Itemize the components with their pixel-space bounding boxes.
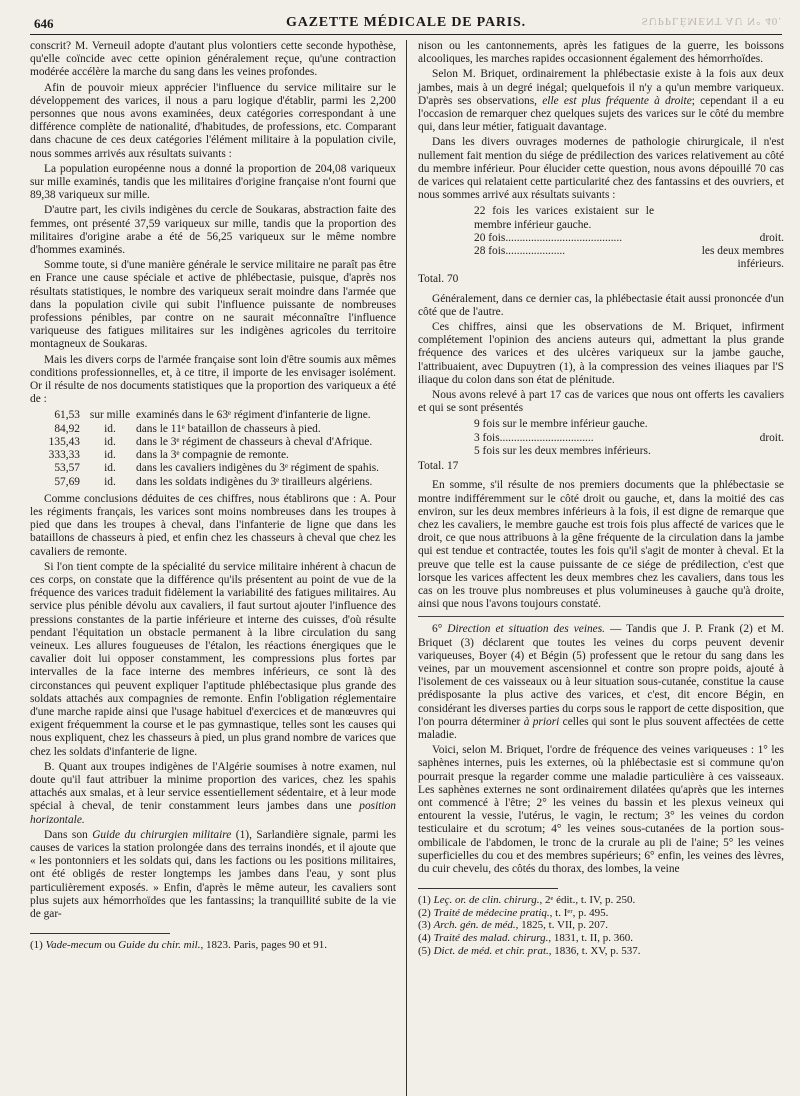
count-row [474, 232, 784, 245]
stat-unit: id. [104, 422, 116, 435]
stat-row [30, 462, 396, 475]
count-row [474, 245, 784, 271]
stat-description: examinés dans le 63ᵉ régiment d'infanterie de ligne. [136, 409, 371, 422]
paragraph [418, 68, 784, 134]
footnote-text: , 1825, t. VII, p. 207. [515, 919, 609, 932]
footnote-number: (4) [418, 931, 434, 944]
paragraph-text: Dans son [44, 828, 93, 841]
footnote-text: , 2ᵉ édit., t. IV, p. 250. [539, 894, 636, 907]
footnote-title: Guide du chir. mil. [118, 939, 201, 952]
page-number: 646 [34, 16, 54, 31]
paragraph: Comme conclusions déduites de ces chiffres, nous établirons que : A. Pour les régiments français, les varices sont moins nombreuses dans les troupes à pied que dans les troupes à cheval, dans l'infanterie de ligne que dans les bataillons de chasseurs à pied, et enfin chez les chasseurs à cheval que chez les cavaliers de remonte. [30, 492, 396, 558]
stat-value: 84,92 [54, 422, 80, 435]
footnote [30, 939, 396, 952]
footnote-number: (5) [418, 944, 434, 957]
footnote-title: Arch. gén. de méd. [433, 919, 516, 932]
stat-description: dans le 11ᵉ bataillon de chasseurs à pied. [136, 422, 321, 435]
count-row [474, 418, 784, 431]
paragraph: D'autre part, les civils indigènes du cercle de Soukaras, abstraction faite des femmes, ont présenté 37,59 variqueux sur mille, tandis que la proportion des militaires d'origine arabe a été de 56,25 variqueux sur le même nombre d'hommes examinés. [30, 204, 396, 257]
count-text: 22 fois les varices existaient sur le membre inférieur gauche. [474, 205, 654, 231]
paragraph: En somme, s'il résulte de nos premiers documents que la phlébectasie se montre indifféremment sur le côté droit ou gauche, et, dans la moitié des cas environ, sur les deux membres inférieurs à la fois, il est digne de remarque que chez les cavaliers, le membre gauche est trois fois plus affecté de varices que le droit, ce que nous attribuons à la gêne fréquente de la circulation dans la jambe qui est tendue et contractée, toutes les fois qu'il s'agit de monter à cheval. Et la preuve que telle est la cause puissante de ce siége de prédilection, c'est que lorsque les varices affectent les deux membres chez les cavaliers, dans tous les cas on les trouve plus nombreuses et plus volumineuses à gauche qu'à droite, ainsi que nous l'avons toujours constaté. [418, 479, 784, 611]
count-row [474, 205, 784, 231]
emphasis: elle est plus fréquente à droite [542, 94, 692, 107]
footnote [418, 907, 784, 920]
footnote-text: ou [101, 939, 119, 952]
count-side: droit. [759, 231, 784, 244]
footnote-number: (2) [418, 906, 434, 919]
paragraph: Ces chiffres, ainsi que les observations de M. Briquet, infirment complétement l'opinion des anciens auteurs qui, admettant la plus grande fréquence des varices et des ulcères variqueux sur la jambe gauche, l'attribuaient, avec Dupuytren (1), à la compression des veines iliaques par l'S iliaque du colon dans son état de plénitude. [418, 321, 784, 386]
paragraph: Voici, selon M. Briquet, l'ordre de fréquence des veines variqueuses : 1° les saphènes internes, puis les externes, où la phlébectasie est si commune qu'on pourrait presque la regarder comme une maladie particulière à ces vaisseaux. Les saphènes externes ne sont ordinairement dilatées qu'après que les internes ont commencé à l'être; 2° les veines du bassin et les plexus veineux qui entourent la vessie, l'utérus, le vagin, le rectum; 3° les veines du cordon testiculaire et du scrotum; 4° les veines sous-cutanées de la portion sous-ombilicale de l'abdomen, le tronc de la crurale au pli de l'aine; 5° les veines superficielles du cou et des membres supérieurs; 6° enfin, les veines des lèvres, du cuir chevelu, des côtés du thorax, des lombes, la veine [418, 744, 784, 875]
footnote [418, 919, 784, 932]
count-text: 3 fois................................. [474, 431, 594, 444]
footnote-text: , 1836, t. XV, p. 537. [548, 944, 641, 957]
stat-value: 61,53 [54, 409, 80, 422]
journal-title: GAZETTE MÉDICALE DE PARIS. [286, 15, 526, 30]
stat-description: dans les cavaliers indigènes du 3ᵉ régiment de spahis. [136, 462, 380, 475]
count-row [474, 445, 784, 458]
stat-value: 333,33 [48, 449, 80, 462]
count-side [654, 205, 784, 231]
paragraph-text: celles qui sont le plus souvent affectées de cette maladie. [418, 715, 784, 741]
count-text: 20 fois......................................... [474, 231, 623, 244]
count-text: 9 fois sur le membre inférieur gauche. [474, 418, 648, 431]
paragraph-text: — Tandis que J. P. Frank (2) et M. Briquet (3) déclarent que toutes les veines du corps peuvent devenir variqueuses, Boyer (4) et Bégin (5) professent que le retour du sang dans les veines, par un mouvement ascensionnel et contre son propre poids, ajouté à l'isolement de ces vaisseaux ou à leur situation sous-cutanée, constitue la cause prédisposante la plus active des varices, et c'est, dit encore Bégin, en considérant les diverses parties du corps sous le rapport de cette disposition, que l'on pourra déterminer [418, 623, 784, 728]
paragraph: Somme toute, si d'une manière générale le service militaire ne paraît pas être en France une cause spéciale et active de phlébectasie, puisque, d'après nos résultats statistiques, le nombre des variqueux serait moindre dans l'armée que dans la population civile qui subit l'influence puissante de nombreuses professions pénibles, par contre on ne saurait méconnaître l'influence variqueuse des fatigues militaires sur les indigènes agricoles du territoire montagneux de Soukaras. [30, 259, 396, 351]
paragraph: Afin de pouvoir mieux apprécier l'influence du service militaire sur le développement des varices, il nous a paru logique d'établir, parmi les 2,200 personnes que nous avons examinées, deux catégories correspondant à une différence complète de nationalité, d'habitudes, de professions, etc. Comparant dans chacune de ces deux catégories l'élément militaire à la population civile, nous sommes arrivés aux résultats suivants : [30, 81, 396, 160]
footnote-text: , 1823. Paris, pages 90 et 91. [200, 939, 327, 952]
paragraph-text: 6° [432, 623, 448, 636]
paragraph: La population européenne nous a donné la proportion de 204,08 variqueux sur mille examinés, tandis que les militaires d'origine française n'ont fourni que 89,38 variqueux sur mille. [30, 162, 396, 202]
section-heading: Direction et situation des veines. [447, 623, 606, 636]
running-header [30, 12, 782, 35]
stat-row [30, 423, 396, 436]
stat-unit: id. [104, 475, 116, 488]
total-line: Total. 17 [418, 460, 459, 473]
footnote [418, 945, 784, 958]
footnote-title: Leç. or. de clin. chirurg. [433, 894, 540, 907]
stat-value: 53,57 [54, 462, 80, 475]
case-counts [418, 205, 784, 271]
paragraph [418, 623, 784, 742]
stat-unit: id. [104, 449, 116, 462]
footnote-title: Dict. de méd. et chir. prat. [433, 944, 549, 957]
paragraph [30, 761, 396, 827]
paragraph: nison ou les cantonnements, après les fatigues de la guerre, les boissons alcooliques, les marches rapides occasionnent également des hémorrhoïdes. [418, 40, 784, 66]
footnote-number: (1) [418, 894, 434, 907]
total-line: Total. 70 [418, 273, 459, 286]
stat-unit: id. [104, 462, 116, 475]
stat-description: dans les soldats indigènes du 3ᵉ tirailleurs algériens. [136, 475, 373, 488]
text-columns [30, 40, 784, 1096]
paragraph-text: (1), Sarlandière signale, parmi les causes de varices la station prolongée dans des terrains inondés, et il ajoute que « les pontonniers et les soldats qui, dans les factions ou les positions militaires, ont été obligés de rester longtemps les jambes dans l'eau, y sont plus particulièrement exposés. » Enfin, d'après le même auteur, les cavaliers sont plus sujets aux hémorrhoïdes que les fantassins; la tranquillité subite de la vie de gar- [30, 828, 396, 920]
count-text: 5 fois sur les deux membres inférieurs. [474, 444, 651, 457]
paragraph: Nous avons relevé à part 17 cas de varices que nous ont offerts les cavaliers et qui se sont présentés [418, 389, 784, 415]
paragraph: Mais les divers corps de l'armée française sont loin d'être soumis aux mêmes conditions professionnelles, et, à ce titre, il importe de les envisager isolément. Or il résulte de nos documents statistiques que la proportion des variqueux a été de : [30, 353, 396, 406]
paragraph: Généralement, dans ce dernier cas, la phlébectasie était aussi prononcée d'un côté que de l'autre. [418, 292, 784, 318]
footnote-divider [30, 933, 170, 934]
showthrough-text: SUPPLÉMENT AU N° 40. [641, 15, 782, 27]
emphasis: à priori [523, 715, 560, 728]
stat-unit: sur mille [89, 409, 131, 422]
left-column [30, 40, 407, 1096]
paragraph: conscrit? M. Verneuil adopte d'autant plus volontiers cette seconde hypothèse, qu'elle coïncide avec cette opinion généralement reçue, qu'une contraction modérée accélère la marche du sang dans les veines profondes. [30, 40, 396, 79]
count-text: 28 fois..................... [474, 245, 566, 258]
stat-description: dans le 3ᵉ régiment de chasseurs à cheval d'Afrique. [136, 435, 373, 448]
paragraph: Dans les divers ouvrages modernes de pathologie chirurgicale, il n'est nullement fait mention du siége de prédilection des varices relativement au côté du membre inférieur. Pour élucider cette question, nous avons dépouillé 70 cas de varices qui relataient cette particularité chez des fantassins et des ouvriers, et nous sommes arrivé aux résultats suivants : [418, 136, 784, 202]
footnote-text: , t. Iᵉʳ, p. 495. [549, 906, 609, 919]
footnote [418, 894, 784, 907]
cavalry-case-counts [418, 418, 784, 458]
stat-row [30, 449, 396, 462]
footnote-title: Traité des malad. chirurg. [433, 931, 549, 944]
paragraph-text: Selon M. Briquet, ordinairement la phlébectasie existe à la fois aux deux jambes, mais à un degré inégal; quelquefois il n'y a qu'un membre variqueux. D'après ses observations, [418, 68, 784, 107]
book-title: Guide du chirurgien militaire [92, 828, 232, 841]
variqueux-statistics [30, 409, 396, 488]
stat-row [30, 409, 396, 422]
section-divider [418, 616, 784, 617]
emphasis: position horizontale. [30, 800, 396, 826]
stat-row [30, 476, 396, 489]
paragraph-text: B. Quant aux troupes indigènes de l'Algérie soumises à notre examen, nul doute qu'il faut attribuer la minime proportion des varices, chez les spahis attachés aux smalas, et à leur service essentiellement sédentaire, et à leur mode spécial à cheval, de tenir constamment leurs jambes dans une [30, 760, 396, 813]
count-side: les deux membres inférieurs. [701, 245, 784, 271]
right-column [407, 40, 784, 1096]
count-side [654, 445, 784, 458]
count-side: droit. [759, 431, 784, 444]
stat-value: 135,43 [48, 435, 80, 448]
footnote [418, 932, 784, 945]
paragraph: Si l'on tient compte de la spécialité du service militaire inhérent à chacun de ces corps, on constate que la différence qu'ils présentent au point de vue de la fréquence des varices traduit fidèlement la variabilité des fatigues militaires. Au service plus pénible dévolu aux cavaliers, il faut surtout ajouter l'influence des pressions constantes de la partie inférieure et interne des cuisses, d'où résulte pendant l'équitation un obstacle permanent à la libre circulation du sang veineux. Les allures fougueuses de l'étalon, les réactions énergiques que le cavalier doit lui opposer constamment, les compressions plus fortes par intervalles de la face interne des membres inférieurs, ce sont là des circonstances qui peuvent expliquer l'aptitude phlébectasique plus grande des soldats attachés aux compagnies de remonte. Enfin l'obligation réglementaire d'une marche rapide ainsi que l'usage habituel d'exercices et de manœuvres qui exigent fréquemment la course et le pas gymnastique, telles sont les causes qui nous expliquent, chez les chasseurs à pied, un plus grand nombre de varices que chez les soldats d'infanterie de ligne. [30, 560, 396, 758]
footnote-divider [418, 888, 558, 889]
stat-unit: id. [104, 435, 116, 448]
footnote-text: , 1831, t. II, p. 360. [548, 931, 634, 944]
stat-value: 57,69 [54, 475, 80, 488]
paragraph [30, 829, 396, 921]
footnote-number: (3) [418, 919, 434, 932]
footnote-number: (1) [30, 939, 46, 952]
stat-description: dans la 3ᵉ compagnie de remonte. [136, 449, 289, 462]
count-side [654, 418, 784, 431]
footnote-title: Vade-mecum [45, 939, 102, 952]
stat-row [30, 436, 396, 449]
count-row [474, 432, 784, 445]
paragraph-text: ; cependant il a eu l'occasion de remarquer chez quelques sujets des varices sur le côté du membre qui, dans leur métier, fatiguait davantage. [418, 94, 784, 134]
footnote-title: Traité de médecine pratiq. [433, 906, 550, 919]
